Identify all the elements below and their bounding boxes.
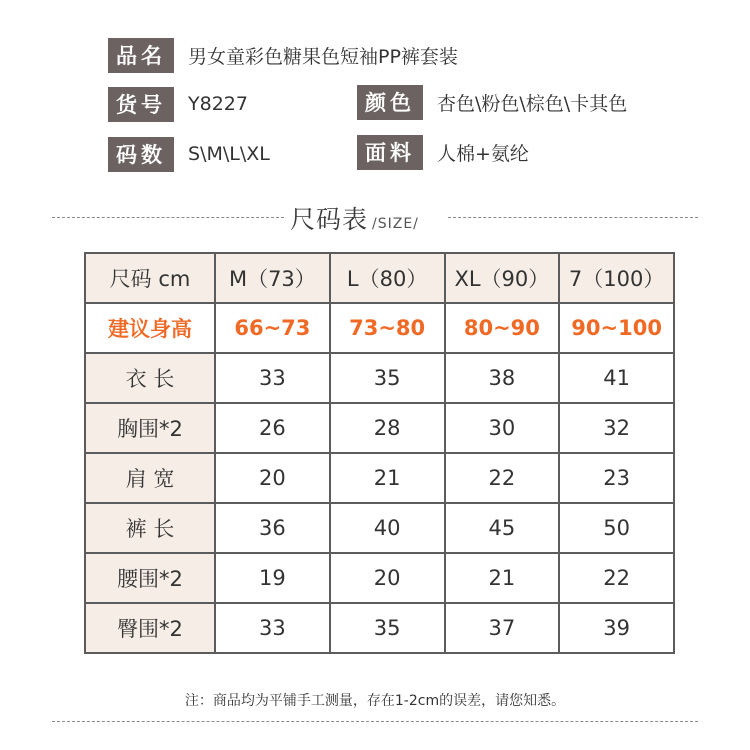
table-cell: 40 [330,503,445,553]
header-cell: M（73） [215,253,330,303]
size-table [84,252,675,654]
table-cell: 21 [330,453,445,503]
table-cell: 33 [215,353,330,403]
product-sku-row [108,86,248,122]
table-row [85,603,674,653]
header-cell: L（80） [330,253,445,303]
table-cell: 37 [445,603,560,653]
size-chart-title [290,200,419,236]
table-cell: 33 [215,603,330,653]
product-color-tag: 颜色 [357,85,423,120]
product-color-value: 杏色\粉色\棕色\卡其色 [437,92,628,115]
table-cell: 26 [215,403,330,453]
table-cell: 30 [445,403,560,453]
title-divider-right [448,217,698,218]
table-row [85,353,674,403]
bottom-divider [52,721,698,722]
row-label: 臀围*2 [85,603,215,653]
table-cell: 32 [559,403,674,453]
table-cell: 21 [445,553,560,603]
table-cell: 22 [445,453,560,503]
header-cell: 7（100） [559,253,674,303]
product-size-value: S\M\L\XL [188,143,270,165]
product-color-row [357,84,627,120]
product-material-value: 人棉+氨纶 [437,142,529,165]
size-chart-subtitle: /SIZE/ [372,216,419,232]
header-cell: 尺码 cm [85,253,215,303]
product-name-tag: 品名 [108,38,174,73]
product-sku-tag: 货号 [108,87,174,122]
table-row [85,503,674,553]
header-cell: XL（90） [445,253,560,303]
title-divider-left [52,217,284,218]
size-table-header-row [85,253,674,303]
table-cell: 38 [445,353,560,403]
table-row [85,553,674,603]
table-cell: 45 [445,503,560,553]
table-row [85,453,674,503]
table-cell: 23 [559,453,674,503]
product-name-row [108,37,458,73]
row-label: 建议身高 [85,303,215,353]
row-label: 腰围*2 [85,553,215,603]
row-label: 肩 宽 [85,453,215,503]
recommended-height-row [85,303,674,353]
product-name-value: 男女童彩色糖果色短袖PP裤套装 [188,45,458,68]
table-cell: 20 [330,553,445,603]
row-label: 裤 长 [85,503,215,553]
table-cell: 36 [215,503,330,553]
row-label: 胸围*2 [85,403,215,453]
table-cell: 20 [215,453,330,503]
table-cell: 39 [559,603,674,653]
row-label: 衣 长 [85,353,215,403]
table-cell: 80~90 [445,303,560,353]
product-sku-value: Y8227 [188,93,248,115]
table-cell: 66~73 [215,303,330,353]
table-cell: 50 [559,503,674,553]
table-cell: 19 [215,553,330,603]
table-cell: 41 [559,353,674,403]
product-size-tag: 码数 [108,137,174,172]
product-material-tag: 面料 [357,135,423,170]
measurement-note: 注：商品均为平铺手工测量，存在1-2cm的误差，请您知悉。 [184,693,566,709]
table-cell: 35 [330,603,445,653]
product-material-row [357,134,529,170]
table-cell: 73~80 [330,303,445,353]
table-row [85,403,674,453]
table-cell: 90~100 [559,303,674,353]
product-size-row [108,136,270,172]
table-cell: 28 [330,403,445,453]
size-chart-title-text: 尺码表 [290,205,369,234]
table-cell: 22 [559,553,674,603]
table-cell: 35 [330,353,445,403]
